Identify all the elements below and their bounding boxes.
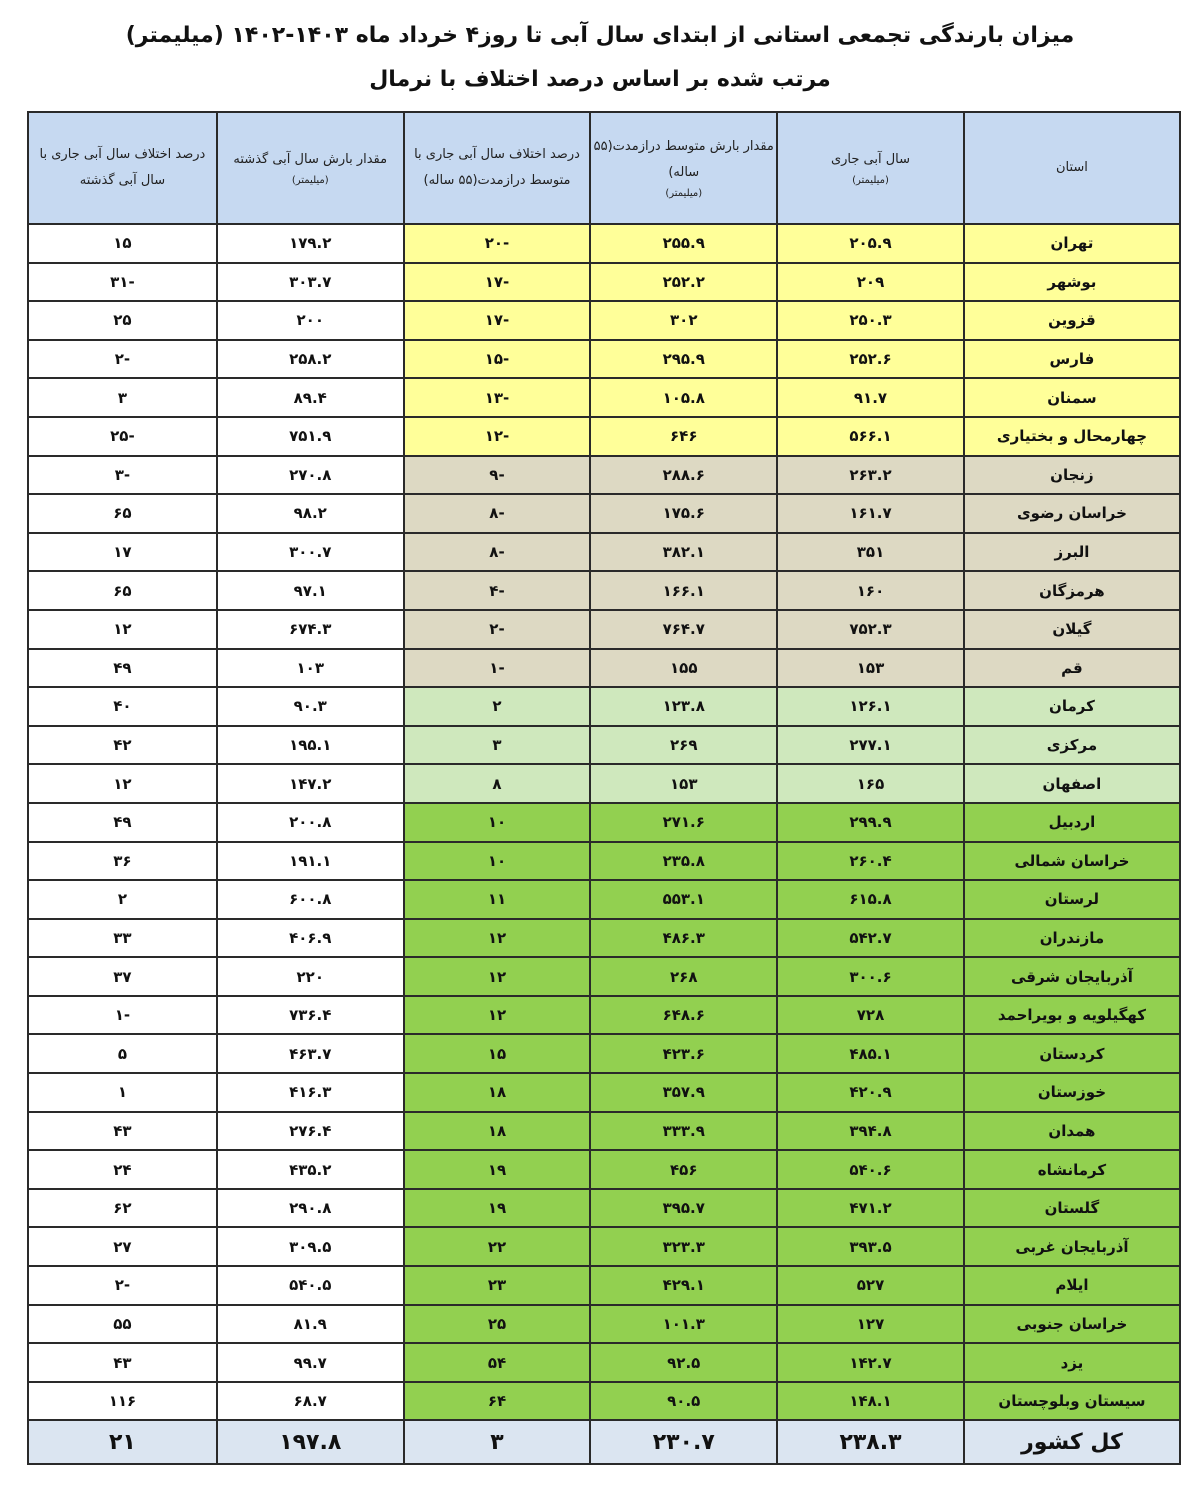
cell-diff-normal: ۱۱ [404, 880, 591, 919]
cell-previous: ۲۰۰ [217, 301, 404, 340]
cell-average: ۲۸۸.۶ [590, 456, 777, 495]
rainfall-table-container [27, 111, 1181, 1465]
report-title: میزان بارندگی تجمعی استانی از ابتدای سال آبی تا روز۴ خرداد ماه ۱۴۰۳-۱۴۰۲ (میلیمتر) [125, 23, 1075, 48]
cell-previous: ۳۰۳.۷ [217, 263, 404, 302]
cell-current: ۹۱.۷ [777, 378, 964, 417]
cell-province: آذربایجان شرقی [964, 957, 1180, 996]
cell-province: مرکزی [964, 726, 1180, 765]
cell-province: گیلان [964, 610, 1180, 649]
table-row [28, 957, 1180, 996]
cell-average: ۴۸۶.۳ [590, 919, 777, 958]
cell-previous: ۱۰۳ [217, 649, 404, 688]
cell-province: لرستان [964, 880, 1180, 919]
cell-province: البرز [964, 533, 1180, 572]
cell-province: خراسان جنوبی [964, 1305, 1180, 1344]
table-row [28, 842, 1180, 881]
cell-average: ۵۵۳.۱ [590, 880, 777, 919]
cell-province: اردبیل [964, 803, 1180, 842]
rainfall-table [27, 111, 1181, 1465]
table-row [28, 919, 1180, 958]
cell-average: ۹۰.۵ [590, 1382, 777, 1421]
cell-diff-normal: ۱۸ [404, 1073, 591, 1112]
total-diff-normal: ۳ [404, 1420, 591, 1464]
cell-diff-previous: ۵۵ [28, 1305, 217, 1344]
cell-province: سمنان [964, 378, 1180, 417]
cell-average: ۳۹۵.۷ [590, 1189, 777, 1228]
cell-previous: ۱۴۷.۲ [217, 764, 404, 803]
cell-diff-previous: ۱۵ [28, 224, 217, 263]
cell-province: اصفهان [964, 764, 1180, 803]
cell-previous: ۲۷۶.۴ [217, 1112, 404, 1151]
cell-diff-normal: ۲۵ [404, 1305, 591, 1344]
table-row [28, 726, 1180, 765]
cell-current: ۲۶۰.۴ [777, 842, 964, 881]
cell-province: بوشهر [964, 263, 1180, 302]
cell-province: کرمان [964, 687, 1180, 726]
table-total-row [28, 1420, 1180, 1464]
cell-diff-previous: ۴۰ [28, 687, 217, 726]
cell-province: سیستان وبلوچستان [964, 1382, 1180, 1421]
cell-diff-normal: -۱۲ [404, 417, 591, 456]
cell-previous: ۲۰۰.۸ [217, 803, 404, 842]
cell-current: ۵۴۲.۷ [777, 919, 964, 958]
cell-previous: ۶۰۰.۸ [217, 880, 404, 919]
table-row [28, 1305, 1180, 1344]
cell-diff-previous: ۲۷ [28, 1227, 217, 1266]
cell-current: ۳۰۰.۶ [777, 957, 964, 996]
cell-diff-previous: ۴۲ [28, 726, 217, 765]
cell-diff-previous: ۳۶ [28, 842, 217, 881]
table-row [28, 456, 1180, 495]
cell-previous: ۷۵۱.۹ [217, 417, 404, 456]
cell-province: خراسان رضوی [964, 494, 1180, 533]
table-row [28, 263, 1180, 302]
table-row [28, 1073, 1180, 1112]
table-row [28, 378, 1180, 417]
cell-province: کردستان [964, 1034, 1180, 1073]
header-long-term-average: مقدار بارش متوسط درازمدت(۵۵ ساله) (میلیمتر) [590, 112, 777, 224]
cell-province: خوزستان [964, 1073, 1180, 1112]
cell-diff-normal: ۸ [404, 764, 591, 803]
cell-average: ۲۹۵.۹ [590, 340, 777, 379]
cell-diff-previous: -۱ [28, 996, 217, 1035]
cell-previous: ۱۹۵.۱ [217, 726, 404, 765]
cell-diff-previous: ۴۳ [28, 1343, 217, 1382]
cell-previous: ۴۱۶.۳ [217, 1073, 404, 1112]
cell-current: ۵۶۶.۱ [777, 417, 964, 456]
table-row [28, 803, 1180, 842]
cell-diff-previous: -۳۱ [28, 263, 217, 302]
cell-diff-previous: ۶۲ [28, 1189, 217, 1228]
cell-diff-normal: -۸ [404, 533, 591, 572]
table-row [28, 571, 1180, 610]
cell-current: ۱۶۵ [777, 764, 964, 803]
table-row [28, 996, 1180, 1035]
cell-diff-previous: ۱ [28, 1073, 217, 1112]
cell-province: زنجان [964, 456, 1180, 495]
cell-diff-previous: ۶۵ [28, 494, 217, 533]
cell-diff-normal: ۵۴ [404, 1343, 591, 1382]
cell-province: چهارمحال و بختیاری [964, 417, 1180, 456]
cell-average: ۱۲۳.۸ [590, 687, 777, 726]
cell-previous: ۲۷۰.۸ [217, 456, 404, 495]
table-row [28, 687, 1180, 726]
table-row [28, 1343, 1180, 1382]
table-row [28, 494, 1180, 533]
cell-diff-previous: ۴۳ [28, 1112, 217, 1151]
cell-previous: ۶۸.۷ [217, 1382, 404, 1421]
cell-diff-normal: ۲۲ [404, 1227, 591, 1266]
header-current-year-unit: (میلیمتر) [852, 175, 889, 186]
table-row [28, 1150, 1180, 1189]
table-row [28, 610, 1180, 649]
cell-diff-normal: ۱۸ [404, 1112, 591, 1151]
cell-average: ۲۵۵.۹ [590, 224, 777, 263]
header-diff-previous: درصد اختلاف سال آبی جاری با سال آبی گذشته [28, 112, 217, 224]
cell-previous: ۱۷۹.۲ [217, 224, 404, 263]
cell-average: ۳۳۳.۹ [590, 1112, 777, 1151]
cell-province: ایلام [964, 1266, 1180, 1305]
cell-diff-normal: ۱۰ [404, 842, 591, 881]
cell-average: ۱۵۳ [590, 764, 777, 803]
table-row [28, 340, 1180, 379]
cell-current: ۲۵۲.۶ [777, 340, 964, 379]
cell-diff-normal: -۸ [404, 494, 591, 533]
cell-province: کهگیلویه و بویراحمد [964, 996, 1180, 1035]
cell-diff-normal: ۱۵ [404, 1034, 591, 1073]
cell-diff-previous: ۲۴ [28, 1150, 217, 1189]
cell-diff-normal: -۱۵ [404, 340, 591, 379]
cell-current: ۲۵۰.۳ [777, 301, 964, 340]
cell-diff-normal: ۱۰ [404, 803, 591, 842]
cell-average: ۷۶۴.۷ [590, 610, 777, 649]
cell-province: آذربایجان غربی [964, 1227, 1180, 1266]
header-diff-normal: درصد اختلاف سال آبی جاری با متوسط درازمدت(۵۵ ساله) [404, 112, 591, 224]
cell-diff-previous: -۲ [28, 340, 217, 379]
cell-average: ۹۲.۵ [590, 1343, 777, 1382]
cell-current: ۳۹۴.۸ [777, 1112, 964, 1151]
report-subtitle: مرتب شده بر اساس درصد اختلاف با نرمال [369, 67, 831, 92]
cell-province: قزوین [964, 301, 1180, 340]
cell-current: ۱۴۸.۱ [777, 1382, 964, 1421]
cell-current: ۵۴۰.۶ [777, 1150, 964, 1189]
cell-current: ۷۲۸ [777, 996, 964, 1035]
cell-province: هرمزگان [964, 571, 1180, 610]
cell-previous: ۶۷۴.۳ [217, 610, 404, 649]
cell-diff-normal: ۲۳ [404, 1266, 591, 1305]
cell-province: خراسان شمالی [964, 842, 1180, 881]
cell-current: ۲۶۳.۲ [777, 456, 964, 495]
cell-average: ۳۸۲.۱ [590, 533, 777, 572]
table-row [28, 417, 1180, 456]
cell-province: تهران [964, 224, 1180, 263]
cell-diff-normal: -۱ [404, 649, 591, 688]
cell-current: ۳۹۳.۵ [777, 1227, 964, 1266]
cell-previous: ۵۴۰.۵ [217, 1266, 404, 1305]
cell-diff-normal: -۹ [404, 456, 591, 495]
cell-diff-previous: ۲ [28, 880, 217, 919]
cell-diff-normal: ۱۲ [404, 996, 591, 1035]
cell-previous: ۱۹۱.۱ [217, 842, 404, 881]
table-row [28, 880, 1180, 919]
cell-average: ۴۲۳.۶ [590, 1034, 777, 1073]
cell-diff-previous: ۱۱۶ [28, 1382, 217, 1421]
table-row [28, 224, 1180, 263]
cell-current: ۲۷۷.۱ [777, 726, 964, 765]
cell-previous: ۸۹.۴ [217, 378, 404, 417]
total-current: ۲۳۸.۳ [777, 1420, 964, 1464]
cell-average: ۱۰۱.۳ [590, 1305, 777, 1344]
cell-previous: ۲۹۰.۸ [217, 1189, 404, 1228]
cell-diff-normal: ۶۴ [404, 1382, 591, 1421]
cell-current: ۱۶۱.۷ [777, 494, 964, 533]
cell-diff-previous: -۳ [28, 456, 217, 495]
cell-previous: ۴۳۵.۲ [217, 1150, 404, 1189]
cell-current: ۱۲۶.۱ [777, 687, 964, 726]
cell-previous: ۹۷.۱ [217, 571, 404, 610]
cell-previous: ۹۸.۲ [217, 494, 404, 533]
cell-previous: ۴۶۳.۷ [217, 1034, 404, 1073]
table-row [28, 649, 1180, 688]
cell-current: ۴۲۰.۹ [777, 1073, 964, 1112]
cell-current: ۴۸۵.۱ [777, 1034, 964, 1073]
cell-diff-previous: ۱۲ [28, 764, 217, 803]
cell-previous: ۸۱.۹ [217, 1305, 404, 1344]
header-long-term-average-unit: (میلیمتر) [665, 188, 703, 199]
cell-average: ۱۵۵ [590, 649, 777, 688]
cell-current: ۲۰۹ [777, 263, 964, 302]
cell-previous: ۳۰۰.۷ [217, 533, 404, 572]
cell-average: ۳۵۷.۹ [590, 1073, 777, 1112]
cell-current: ۴۷۱.۲ [777, 1189, 964, 1228]
cell-diff-normal: ۱۹ [404, 1189, 591, 1228]
total-previous: ۱۹۷.۸ [217, 1420, 404, 1464]
cell-current: ۵۲۷ [777, 1266, 964, 1305]
cell-current: ۱۲۷ [777, 1305, 964, 1344]
cell-diff-previous: -۲۵ [28, 417, 217, 456]
cell-previous: ۳۰۹.۵ [217, 1227, 404, 1266]
cell-current: ۷۵۲.۳ [777, 610, 964, 649]
cell-current: ۱۴۲.۷ [777, 1343, 964, 1382]
cell-province: همدان [964, 1112, 1180, 1151]
cell-average: ۱۶۶.۱ [590, 571, 777, 610]
cell-current: ۲۹۹.۹ [777, 803, 964, 842]
cell-diff-previous: ۱۲ [28, 610, 217, 649]
header-province: استان [964, 112, 1180, 224]
cell-province: یزد [964, 1343, 1180, 1382]
table-row [28, 1227, 1180, 1266]
cell-diff-previous: ۳۳ [28, 919, 217, 958]
cell-average: ۲۷۱.۶ [590, 803, 777, 842]
cell-average: ۳۲۳.۳ [590, 1227, 777, 1266]
cell-diff-previous: ۴۹ [28, 803, 217, 842]
cell-previous: ۹۹.۷ [217, 1343, 404, 1382]
cell-average: ۲۵۲.۲ [590, 263, 777, 302]
cell-diff-previous: ۲۵ [28, 301, 217, 340]
cell-diff-normal: -۱۷ [404, 301, 591, 340]
cell-diff-normal: -۴ [404, 571, 591, 610]
cell-average: ۶۴۶ [590, 417, 777, 456]
table-row [28, 1382, 1180, 1421]
cell-average: ۲۳۵.۸ [590, 842, 777, 881]
cell-diff-normal: -۱۳ [404, 378, 591, 417]
cell-average: ۴۲۹.۱ [590, 1266, 777, 1305]
cell-diff-previous: ۳ [28, 378, 217, 417]
cell-diff-normal: -۲۰ [404, 224, 591, 263]
cell-current: ۶۱۵.۸ [777, 880, 964, 919]
header-previous-year-unit: (میلیمتر) [291, 175, 329, 186]
cell-diff-previous: -۲ [28, 1266, 217, 1305]
cell-diff-normal: ۳ [404, 726, 591, 765]
cell-previous: ۹۰.۳ [217, 687, 404, 726]
cell-diff-normal: -۲ [404, 610, 591, 649]
cell-current: ۲۰۵.۹ [777, 224, 964, 263]
cell-previous: ۲۲۰ [217, 957, 404, 996]
table-row [28, 301, 1180, 340]
cell-previous: ۲۵۸.۲ [217, 340, 404, 379]
cell-current: ۳۵۱ [777, 533, 964, 572]
cell-province: قم [964, 649, 1180, 688]
cell-diff-normal: ۱۹ [404, 1150, 591, 1189]
table-header-row [28, 112, 1180, 224]
header-current-year: سال آبی جاری (میلیمتر) [777, 112, 964, 224]
cell-average: ۴۵۶ [590, 1150, 777, 1189]
table-row [28, 1112, 1180, 1151]
cell-diff-normal: ۱۲ [404, 919, 591, 958]
cell-diff-previous: ۵ [28, 1034, 217, 1073]
cell-average: ۶۴۸.۶ [590, 996, 777, 1035]
cell-average: ۲۶۹ [590, 726, 777, 765]
table-row [28, 533, 1180, 572]
cell-current: ۱۵۳ [777, 649, 964, 688]
cell-province: مازندران [964, 919, 1180, 958]
cell-diff-previous: ۱۷ [28, 533, 217, 572]
cell-current: ۱۶۰ [777, 571, 964, 610]
table-row [28, 1034, 1180, 1073]
total-average: ۲۳۰.۷ [590, 1420, 777, 1464]
header-previous-year: مقدار بارش سال آبی گذشته (میلیمتر) [217, 112, 404, 224]
cell-diff-normal: ۱۲ [404, 957, 591, 996]
cell-province: کرمانشاه [964, 1150, 1180, 1189]
table-row [28, 1266, 1180, 1305]
total-diff-previous: ۲۱ [28, 1420, 217, 1464]
table-row [28, 764, 1180, 803]
cell-previous: ۴۰۶.۹ [217, 919, 404, 958]
cell-province: فارس [964, 340, 1180, 379]
cell-diff-previous: ۳۷ [28, 957, 217, 996]
total-label: کل کشور [964, 1420, 1180, 1464]
cell-diff-previous: ۴۹ [28, 649, 217, 688]
cell-average: ۲۶۸ [590, 957, 777, 996]
report-title-block [0, 14, 1200, 102]
cell-diff-normal: -۱۷ [404, 263, 591, 302]
cell-average: ۱۷۵.۶ [590, 494, 777, 533]
cell-diff-previous: ۶۵ [28, 571, 217, 610]
cell-average: ۱۰۵.۸ [590, 378, 777, 417]
table-body [28, 224, 1180, 1464]
cell-previous: ۷۳۶.۴ [217, 996, 404, 1035]
cell-average: ۳۰۲ [590, 301, 777, 340]
cell-province: گلستان [964, 1189, 1180, 1228]
table-row [28, 1189, 1180, 1228]
cell-diff-normal: ۲ [404, 687, 591, 726]
